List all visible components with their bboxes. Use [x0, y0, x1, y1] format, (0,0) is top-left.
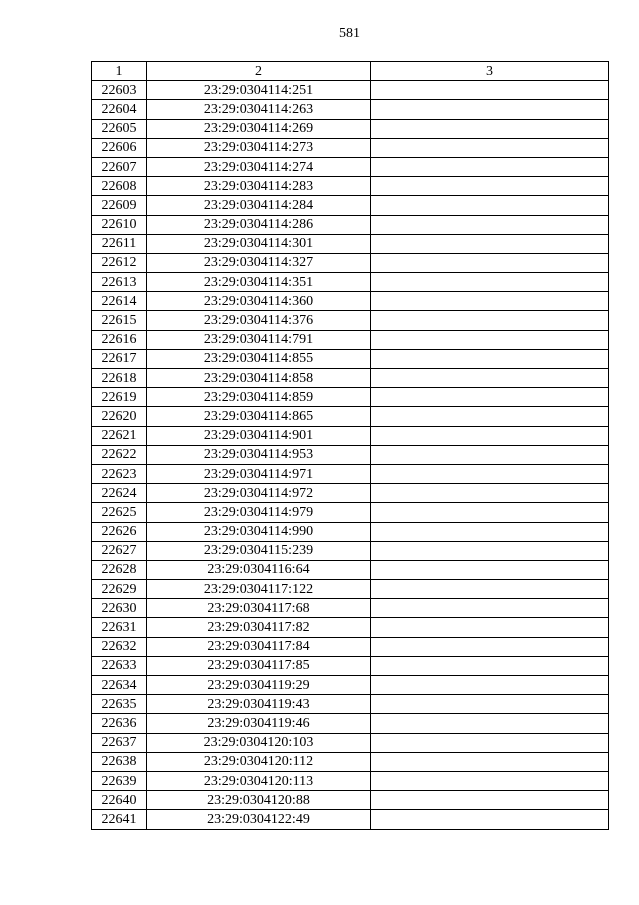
row-number-cell: 22640 — [92, 791, 147, 810]
row-number-cell: 22607 — [92, 157, 147, 176]
row-number-cell: 22603 — [92, 81, 147, 100]
table-row — [92, 464, 609, 483]
row-number-cell: 22637 — [92, 733, 147, 752]
cadastral-number-cell: 23:29:0304117:82 — [147, 618, 371, 637]
cadastral-number-cell: 23:29:0304114:269 — [147, 119, 371, 138]
row-number-cell: 22625 — [92, 503, 147, 522]
table-row — [92, 138, 609, 157]
table-row — [92, 119, 609, 138]
row-number-cell: 22634 — [92, 676, 147, 695]
page-number: 581 — [339, 26, 360, 41]
note-cell — [371, 484, 609, 503]
cadastral-number-cell: 23:29:0304117:85 — [147, 656, 371, 675]
note-cell — [371, 464, 609, 483]
cadastral-number-cell: 23:29:0304114:791 — [147, 330, 371, 349]
table-row — [92, 618, 609, 637]
note-cell — [371, 311, 609, 330]
cadastral-number-cell: 23:29:0304122:49 — [147, 810, 371, 829]
row-number-cell: 22620 — [92, 407, 147, 426]
table-row — [92, 445, 609, 464]
cadastral-number-cell: 23:29:0304114:273 — [147, 138, 371, 157]
cadastral-number-cell: 23:29:0304115:239 — [147, 541, 371, 560]
table-row — [92, 292, 609, 311]
table-row — [92, 215, 609, 234]
note-cell — [371, 253, 609, 272]
cadastral-number-cell: 23:29:0304119:46 — [147, 714, 371, 733]
table-row — [92, 676, 609, 695]
note-cell — [371, 100, 609, 119]
table-row — [92, 560, 609, 579]
row-number-cell: 22624 — [92, 484, 147, 503]
table-row — [92, 311, 609, 330]
note-cell — [371, 656, 609, 675]
cadastral-number-cell: 23:29:0304119:29 — [147, 676, 371, 695]
cadastral-number-cell: 23:29:0304114:972 — [147, 484, 371, 503]
table-row — [92, 810, 609, 829]
table-row — [92, 771, 609, 790]
column-header: 3 — [371, 62, 609, 81]
row-number-cell: 22606 — [92, 138, 147, 157]
table-row — [92, 791, 609, 810]
cadastral-number-cell: 23:29:0304114:855 — [147, 349, 371, 368]
row-number-cell: 22638 — [92, 752, 147, 771]
cadastral-number-cell: 23:29:0304117:68 — [147, 599, 371, 618]
row-number-cell: 22630 — [92, 599, 147, 618]
cadastral-number-cell: 23:29:0304117:122 — [147, 580, 371, 599]
row-number-cell: 22613 — [92, 273, 147, 292]
table-row — [92, 484, 609, 503]
table-row — [92, 407, 609, 426]
cadastral-number-cell: 23:29:0304114:376 — [147, 311, 371, 330]
row-number-cell: 22604 — [92, 100, 147, 119]
note-cell — [371, 81, 609, 100]
row-number-cell: 22629 — [92, 580, 147, 599]
note-cell — [371, 407, 609, 426]
cadastral-number-cell: 23:29:0304114:283 — [147, 177, 371, 196]
row-number-cell: 22605 — [92, 119, 147, 138]
table-body — [92, 81, 609, 829]
row-number-cell: 22616 — [92, 330, 147, 349]
cadastral-number-cell: 23:29:0304114:953 — [147, 445, 371, 464]
row-number-cell: 22615 — [92, 311, 147, 330]
note-cell — [371, 369, 609, 388]
table-row — [92, 100, 609, 119]
cadastral-number-cell: 23:29:0304114:274 — [147, 157, 371, 176]
cadastral-number-cell: 23:29:0304114:327 — [147, 253, 371, 272]
note-cell — [371, 791, 609, 810]
table-row — [92, 752, 609, 771]
cadastral-number-cell: 23:29:0304114:990 — [147, 522, 371, 541]
cadastral-number-cell: 23:29:0304114:858 — [147, 369, 371, 388]
row-number-cell: 22608 — [92, 177, 147, 196]
table-row — [92, 580, 609, 599]
cadastral-number-cell: 23:29:0304114:284 — [147, 196, 371, 215]
row-number-cell: 22612 — [92, 253, 147, 272]
note-cell — [371, 349, 609, 368]
row-number-cell: 22622 — [92, 445, 147, 464]
note-cell — [371, 426, 609, 445]
cadastral-number-cell: 23:29:0304114:901 — [147, 426, 371, 445]
table-row — [92, 349, 609, 368]
row-number-cell: 22626 — [92, 522, 147, 541]
table-row — [92, 637, 609, 656]
table-row — [92, 234, 609, 253]
table-row — [92, 426, 609, 445]
note-cell — [371, 292, 609, 311]
row-number-cell: 22623 — [92, 464, 147, 483]
note-cell — [371, 752, 609, 771]
note-cell — [371, 637, 609, 656]
cadastral-number-cell: 23:29:0304114:251 — [147, 81, 371, 100]
table-row — [92, 599, 609, 618]
table-row — [92, 388, 609, 407]
note-cell — [371, 714, 609, 733]
column-header: 2 — [147, 62, 371, 81]
note-cell — [371, 560, 609, 579]
note-cell — [371, 541, 609, 560]
table-row — [92, 177, 609, 196]
note-cell — [371, 810, 609, 829]
cadastral-number-cell: 23:29:0304114:865 — [147, 407, 371, 426]
row-number-cell: 22618 — [92, 369, 147, 388]
cadastral-number-cell: 23:29:0304114:971 — [147, 464, 371, 483]
row-number-cell: 22627 — [92, 541, 147, 560]
cadastral-number-cell: 23:29:0304114:979 — [147, 503, 371, 522]
table-row — [92, 733, 609, 752]
cadastral-number-cell: 23:29:0304116:64 — [147, 560, 371, 579]
note-cell — [371, 177, 609, 196]
note-cell — [371, 503, 609, 522]
table-row — [92, 330, 609, 349]
row-number-cell: 22611 — [92, 234, 147, 253]
note-cell — [371, 676, 609, 695]
table-row — [92, 253, 609, 272]
row-number-cell: 22614 — [92, 292, 147, 311]
table-row — [92, 541, 609, 560]
note-cell — [371, 273, 609, 292]
table-row — [92, 695, 609, 714]
cadastral-number-cell: 23:29:0304114:263 — [147, 100, 371, 119]
cadastral-number-cell: 23:29:0304120:103 — [147, 733, 371, 752]
note-cell — [371, 119, 609, 138]
table-row — [92, 196, 609, 215]
registry-table — [91, 61, 609, 830]
note-cell — [371, 771, 609, 790]
row-number-cell: 22632 — [92, 637, 147, 656]
cadastral-number-cell: 23:29:0304120:112 — [147, 752, 371, 771]
row-number-cell: 22617 — [92, 349, 147, 368]
note-cell — [371, 522, 609, 541]
table-header-row — [92, 62, 609, 81]
cadastral-number-cell: 23:29:0304120:113 — [147, 771, 371, 790]
row-number-cell: 22610 — [92, 215, 147, 234]
note-cell — [371, 196, 609, 215]
row-number-cell: 22621 — [92, 426, 147, 445]
row-number-cell: 22619 — [92, 388, 147, 407]
row-number-cell: 22609 — [92, 196, 147, 215]
cadastral-number-cell: 23:29:0304114:286 — [147, 215, 371, 234]
row-number-cell: 22633 — [92, 656, 147, 675]
table-row — [92, 522, 609, 541]
cadastral-number-cell: 23:29:0304120:88 — [147, 791, 371, 810]
table-row — [92, 369, 609, 388]
note-cell — [371, 215, 609, 234]
cadastral-number-cell: 23:29:0304114:360 — [147, 292, 371, 311]
note-cell — [371, 599, 609, 618]
row-number-cell: 22641 — [92, 810, 147, 829]
row-number-cell: 22639 — [92, 771, 147, 790]
note-cell — [371, 138, 609, 157]
table-row — [92, 503, 609, 522]
table-row — [92, 273, 609, 292]
cadastral-number-cell: 23:29:0304117:84 — [147, 637, 371, 656]
note-cell — [371, 234, 609, 253]
table-row — [92, 714, 609, 733]
cadastral-number-cell: 23:29:0304114:859 — [147, 388, 371, 407]
row-number-cell: 22635 — [92, 695, 147, 714]
note-cell — [371, 388, 609, 407]
note-cell — [371, 330, 609, 349]
row-number-cell: 22631 — [92, 618, 147, 637]
table-row — [92, 656, 609, 675]
cadastral-number-cell: 23:29:0304114:351 — [147, 273, 371, 292]
table-row — [92, 157, 609, 176]
cadastral-number-cell: 23:29:0304119:43 — [147, 695, 371, 714]
note-cell — [371, 733, 609, 752]
row-number-cell: 22636 — [92, 714, 147, 733]
note-cell — [371, 445, 609, 464]
cadastral-number-cell: 23:29:0304114:301 — [147, 234, 371, 253]
table-row — [92, 81, 609, 100]
note-cell — [371, 618, 609, 637]
row-number-cell: 22628 — [92, 560, 147, 579]
note-cell — [371, 695, 609, 714]
note-cell — [371, 580, 609, 599]
column-header: 1 — [92, 62, 147, 81]
note-cell — [371, 157, 609, 176]
